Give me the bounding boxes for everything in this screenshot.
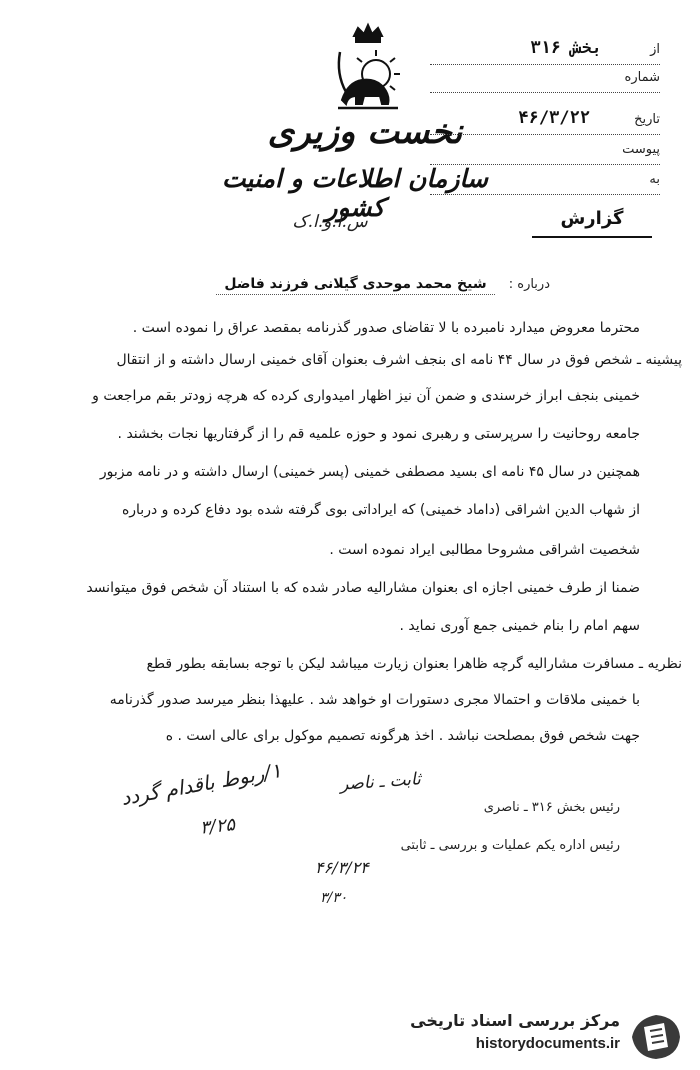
- meta-to-label: به: [649, 172, 660, 187]
- agency-code: س.ا.و.ا.ک: [292, 212, 368, 232]
- report-title-box: [532, 204, 652, 238]
- meta-from-row: [430, 38, 660, 65]
- meta-number-label: شماره: [624, 70, 660, 85]
- subject-value: شیخ محمد موحدی گیلانی فرزند فاضل: [216, 276, 494, 295]
- report-title: گزارش: [560, 208, 624, 229]
- meta-attachment-label: پیوست: [622, 142, 660, 157]
- body-line: نظریه ـ مسافرت مشارالیه گرچه ظاهرا بعنوان زیارت میباشد لیکن با توجه بسابقه بطور قطع: [146, 656, 682, 672]
- body-line: با خمینی ملاقات و احتمالا مجری دستورات او خواهد شد . علیهذا بنظر میرسد صدور گذرنامه: [109, 692, 640, 708]
- body-line: جامعه روحانیت را سرپرستی و رهبری نمود و حوزه علمیه قم را از گرفتاریها نجات بخشند .: [117, 426, 640, 442]
- subject-line: [30, 276, 550, 292]
- handwritten-signature: ثابت ـ ناصر: [339, 769, 422, 795]
- handwritten-date-bottom: ۴۶/۳/۲۴: [315, 858, 369, 877]
- body-line: جهت شخص فوق بمصلحت نباشد . اخذ هرگونه تصمیم موکول برای عالی است . ه: [165, 728, 640, 744]
- agency-primary-title: نخست وزیری: [267, 112, 463, 152]
- report-title-underline: [532, 236, 652, 238]
- meta-from-value: بخش ۳۱۶: [530, 38, 602, 58]
- body-line: پیشینه ـ شخص فوق در سال ۴۴ نامه ای بنجف اشرف بعنوان آقای خمینی ارسال داشته و از انتقال: [116, 352, 682, 368]
- meta-date-label: تاریخ: [634, 112, 660, 127]
- meta-attachment-row: [430, 138, 660, 165]
- body-line: همچنین در سال ۴۵ نامه ای بسید مصطفی خمینی (پسر خمینی) ارسال داشته و در نامه مزبور: [99, 464, 640, 480]
- meta-date-value: ۴۶/۳/۲۲: [518, 108, 590, 128]
- body-line: محترما معروض میدارد نامبرده با لا تقاضای صدور گذرنامه بمقصد عراق را نموده است .: [132, 320, 640, 336]
- body-line: ضمنا از طرف خمینی اجازه ای بعنوان مشارالیه صادر شده که با استناد آن شخص فوق میتوانسد: [86, 580, 640, 596]
- subject-label: درباره :: [508, 277, 550, 292]
- body-line: خمینی بنجف ابراز خرسندی و ضمن آن نیز اظهار امیدواری کرده که هرچه زودتر بقم مراجعت و: [92, 388, 640, 404]
- meta-to-row: [430, 168, 660, 195]
- meta-date-row: [430, 108, 660, 135]
- body-line: از شهاب الدین اشراقی (داماد خمینی) که ایراداتی بوی گرفته شده بود دفاع کرده و درباره: [121, 502, 640, 518]
- meta-number-row: [430, 66, 660, 93]
- handwritten-note: ۱/ربوط باقدام گردد: [119, 758, 284, 810]
- footer-watermark: [400, 1005, 690, 1065]
- body-line: شخصیت اشراقی مشروحا مطالبی ایراد نموده است .: [329, 542, 640, 558]
- meta-from-label: از: [650, 42, 660, 57]
- handwritten-mark: ۳/۳۰: [320, 890, 348, 906]
- handwritten-date: ۳/۲۵: [198, 814, 237, 839]
- archive-logo-icon: [628, 1011, 684, 1063]
- body-line: سهم امام را بنام خمینی جمع آوری نماید .: [399, 618, 640, 634]
- signature-line-316: رئیس بخش ۳۱۶ ـ ناصری: [483, 800, 620, 815]
- agency-secondary-title: سازمان اطلاعات و امنیت کشور: [222, 164, 488, 222]
- signature-line-dept: رئیس اداره یکم عملیات و بررسی ـ ثابتی: [400, 838, 620, 853]
- lion-and-sun-emblem: [318, 22, 418, 122]
- footer-org-name: مرکز بررسی اسناد تاریخی: [410, 1011, 620, 1030]
- footer-website: historydocuments.ir: [475, 1035, 620, 1052]
